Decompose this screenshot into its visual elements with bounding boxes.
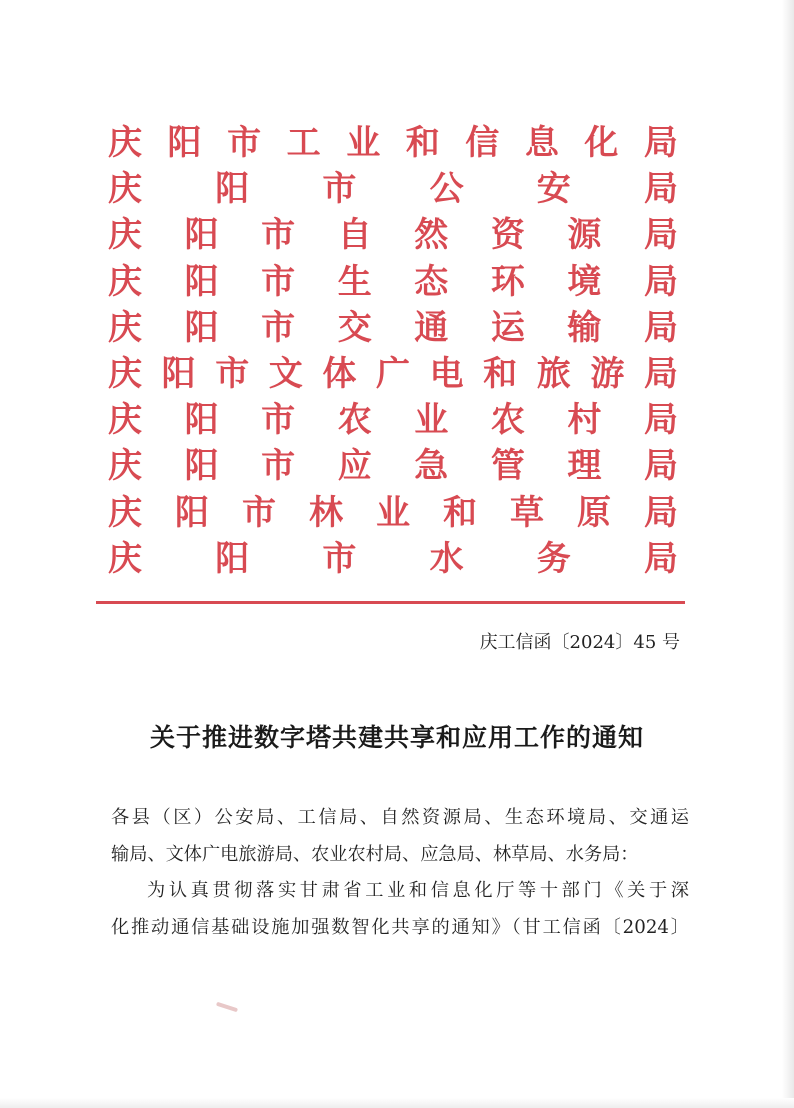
agency-char: 局 [643,215,678,256]
agency-char: 阳 [161,353,196,394]
body-line-paragraph-2: 化推动通信基础设施加强数智化共享的通知》（甘工信函〔2024〕 [111,916,689,938]
agency-line [108,212,678,258]
body-line-addressee-1: 各县（区）公安局、工信局、自然资源局、生态环境局、交通运 [111,807,689,828]
agency-char: 息 [524,123,559,163]
agency-char: 局 [643,123,678,163]
agency-char: 市 [322,169,357,210]
agency-char: 体 [322,353,357,394]
agency-char: 局 [643,353,678,394]
agency-char: 业 [376,492,410,533]
agency-char: 安 [536,169,571,210]
agency-char: 原 [577,492,611,533]
agency-char: 庆 [108,446,142,487]
agency-char: 阳 [184,307,219,348]
scan-smudge [216,1002,238,1013]
agency-char: 急 [414,446,449,487]
agency-char: 农 [490,400,525,441]
agency-char: 市 [261,215,296,256]
agency-char: 运 [490,307,525,348]
agency-char: 和 [405,123,440,163]
agency-char: 信 [465,123,500,163]
agency-char: 市 [215,353,250,394]
agency-char: 和 [443,492,477,533]
agency-char: 庆 [108,492,142,533]
agency-char: 阳 [184,261,219,302]
agency-line [108,351,678,397]
agency-char: 电 [429,353,464,394]
agency-char: 市 [261,261,296,302]
agency-char: 阳 [184,446,219,487]
agency-line [108,536,678,582]
agency-char: 局 [643,446,678,487]
agency-char: 庆 [108,123,142,163]
agency-char: 资 [490,215,525,256]
agency-line [108,305,678,351]
body-line-addressee-2: 输局、文体广电旅游局、农业农村局、应急局、林草局、水务局： [111,843,639,865]
agency-char: 阳 [184,400,219,441]
agency-char: 通 [414,307,449,348]
agency-char: 文 [268,353,303,394]
agency-char: 市 [227,123,262,163]
agency-char: 环 [490,261,525,302]
agency-char: 局 [643,261,678,302]
agency-char: 水 [429,538,464,579]
agency-char: 境 [567,261,602,302]
agency-char: 市 [261,307,296,348]
agency-char: 庆 [108,169,142,210]
agency-char: 农 [337,400,372,441]
agency-char: 庆 [108,307,142,348]
agency-char: 局 [643,400,678,441]
body-line-paragraph-1: 为认真贯彻落实甘肃省工业和信息化厅等十部门《关于深 [147,880,689,901]
agency-char: 阳 [215,538,250,579]
document-body [111,800,689,946]
agency-char: 源 [567,215,602,256]
agency-char: 市 [261,400,296,441]
page-edge-shadow [782,0,794,1108]
red-separator-line [96,601,685,604]
agency-line [108,443,678,489]
agency-char: 化 [584,123,619,163]
agency-char: 阳 [215,169,250,210]
agency-char: 庆 [108,261,142,302]
agency-char: 游 [590,353,625,394]
agency-char: 交 [337,307,372,348]
agency-char: 林 [309,492,343,533]
agency-char: 市 [261,446,296,487]
issuing-agencies-header [108,120,678,582]
agency-char: 工 [286,123,321,163]
agency-char: 旅 [536,353,571,394]
agency-char: 公 [429,169,464,210]
agency-char: 业 [346,123,381,163]
agency-char: 务 [536,538,571,579]
agency-char: 阳 [175,492,209,533]
agency-char: 输 [567,307,602,348]
agency-char: 局 [643,169,678,210]
agency-line [108,166,678,212]
agency-char: 庆 [108,353,142,394]
document-number: 庆工信函〔2024〕45 号 [479,632,680,653]
agency-char: 草 [510,492,544,533]
agency-char: 管 [490,446,525,487]
agency-char: 生 [337,261,372,302]
agency-char: 村 [567,400,602,441]
document-title: 关于推进数字塔共建共享和应用工作的通知 [149,723,644,752]
agency-line [108,490,678,536]
agency-char: 阳 [184,215,219,256]
agency-char: 应 [337,446,372,487]
agency-line [108,120,678,166]
agency-char: 市 [322,538,357,579]
agency-char: 局 [643,538,678,579]
agency-char: 和 [483,353,518,394]
agency-char: 市 [242,492,276,533]
agency-char: 阳 [167,123,202,163]
agency-char: 广 [375,353,410,394]
agency-char: 业 [414,400,449,441]
agency-char: 庆 [108,400,142,441]
agency-char: 理 [567,446,602,487]
agency-line [108,259,678,305]
agency-char: 态 [414,261,449,302]
agency-char: 自 [337,215,372,256]
agency-char: 局 [644,492,678,533]
agency-line [108,397,678,443]
agency-char: 庆 [108,538,142,579]
agency-char: 局 [643,307,678,348]
page-bottom-shadow [0,1098,794,1108]
agency-char: 然 [414,215,449,256]
agency-char: 庆 [108,215,142,256]
